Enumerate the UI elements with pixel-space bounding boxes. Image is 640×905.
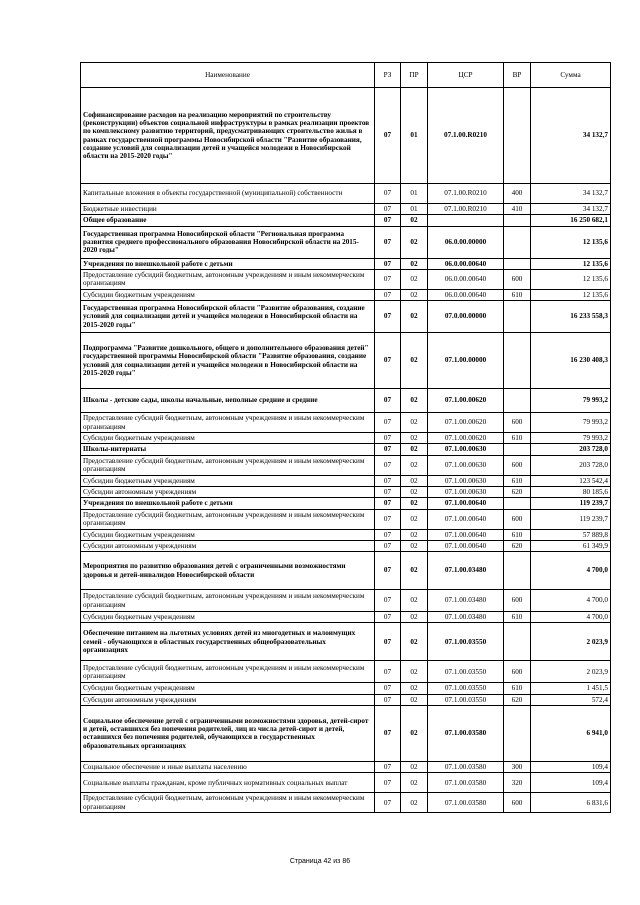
cell-csr: 06.0.00.00640 (428, 289, 504, 300)
table-row (81, 793, 611, 813)
table-row (81, 289, 611, 300)
cell-rz: 07 (375, 498, 401, 509)
cell-csr: 06.0.00.00000 (428, 226, 504, 258)
cell-name: Подпрограмма "Развитие дошкольного, общего и дополнительного образования детей" государственной программы Новосибирской области "Развитие образования, создание условий для социализации детей и учащейся молодежи в Новосибирской области на 2015-2020 годы" (81, 333, 375, 389)
cell-pr: 02 (401, 301, 428, 333)
cell-vr: 600 (504, 590, 531, 612)
table-row (81, 509, 611, 529)
cell-csr: 07.1.00.03580 (428, 761, 504, 772)
cell-csr: 07.1.00.00000 (428, 333, 504, 389)
cell-name: Субсидии бюджетным учреждениям (81, 529, 375, 540)
cell-vr: 600 (504, 661, 531, 683)
cell-vr (504, 301, 531, 333)
header-name: Наименование (81, 63, 375, 88)
cell-pr: 02 (401, 773, 428, 793)
cell-sum: 12 135,6 (531, 226, 611, 258)
cell-pr: 01 (401, 88, 428, 184)
cell-vr (504, 552, 531, 590)
cell-csr: 06.0.00.00640 (428, 258, 504, 269)
cell-rz: 07 (375, 529, 401, 540)
cell-rz: 07 (375, 215, 401, 226)
cell-name: Обеспечение питанием на льготных условиях детей из многодетных и малоимущих семей - обучающихся в областных государственных общеобразовательных организациях (81, 623, 375, 661)
cell-rz: 07 (375, 184, 401, 204)
cell-name: Социальные выплаты гражданам, кроме публичных нормативных социальных выплат (81, 773, 375, 793)
cell-vr (504, 444, 531, 455)
cell-csr: 07.1.00.00620 (428, 389, 504, 413)
table-row (81, 333, 611, 389)
cell-name: Предоставление субсидий бюджетным, автономным учреждениям и иным некоммерческим организациям (81, 793, 375, 813)
cell-rz: 07 (375, 444, 401, 455)
cell-name: Школы - детские сады, школы начальные, неполные средние и средние (81, 389, 375, 413)
cell-pr: 01 (401, 184, 428, 204)
cell-name: Предоставление субсидий бюджетным, автономным учреждениям и иным некоммерческим организациям (81, 509, 375, 529)
cell-pr: 02 (401, 475, 428, 486)
cell-vr (504, 705, 531, 761)
cell-sum: 16 250 682,1 (531, 215, 611, 226)
cell-rz: 07 (375, 552, 401, 590)
cell-sum: 16 233 558,3 (531, 301, 611, 333)
cell-csr: 07.1.00.00630 (428, 475, 504, 486)
cell-name: Предоставление субсидий бюджетным, автономным учреждениям и иным некоммерческим организациям (81, 269, 375, 289)
cell-rz: 07 (375, 509, 401, 529)
cell-sum: 80 185,6 (531, 486, 611, 497)
cell-csr: 07.1.00.R0210 (428, 88, 504, 184)
cell-vr: 620 (504, 486, 531, 497)
cell-name: Государственная программа Новосибирской области "Развитие образования, создание условий для социализации детей и учащейся молодежи в Новосибирской области на 2015-2020 годы" (81, 301, 375, 333)
cell-pr: 02 (401, 540, 428, 551)
cell-csr: 07.1.00.03580 (428, 773, 504, 793)
cell-pr: 02 (401, 289, 428, 300)
table-row (81, 204, 611, 215)
table-row (81, 761, 611, 772)
cell-csr: 07.1.00.03550 (428, 661, 504, 683)
cell-sum: 12 135,6 (531, 289, 611, 300)
cell-csr: 07.1.00.03550 (428, 683, 504, 694)
cell-name: Предоставление субсидий бюджетным, автономным учреждениям и иным некоммерческим организациям (81, 413, 375, 433)
header-sum: Сумма (531, 63, 611, 88)
cell-vr: 610 (504, 529, 531, 540)
cell-name: Предоставление субсидий бюджетным, автономным учреждениям и иным некоммерческим организациям (81, 661, 375, 683)
cell-csr: 07.1.00.03480 (428, 552, 504, 590)
cell-rz: 07 (375, 773, 401, 793)
cell-sum: 1 451,5 (531, 683, 611, 694)
cell-pr: 02 (401, 705, 428, 761)
cell-vr: 300 (504, 761, 531, 772)
cell-pr: 02 (401, 258, 428, 269)
cell-pr: 02 (401, 761, 428, 772)
cell-rz: 07 (375, 433, 401, 444)
cell-sum: 119 239,7 (531, 498, 611, 509)
table-row (81, 529, 611, 540)
cell-name: Предоставление субсидий бюджетным, автономным учреждениям и иным некоммерческим организациям (81, 590, 375, 612)
cell-csr: 07.0.00.00000 (428, 301, 504, 333)
cell-name: Субсидии бюджетным учреждениям (81, 289, 375, 300)
cell-vr (504, 623, 531, 661)
table-row (81, 694, 611, 705)
cell-rz: 07 (375, 612, 401, 623)
cell-csr: 07.1.00.00640 (428, 509, 504, 529)
table-row (81, 705, 611, 761)
cell-csr: 07.1.00.R0210 (428, 204, 504, 215)
cell-pr: 02 (401, 552, 428, 590)
cell-rz: 07 (375, 455, 401, 475)
cell-csr (428, 215, 504, 226)
cell-vr (504, 498, 531, 509)
cell-name: Социальное обеспечение детей с ограниченными возможностями здоровья, детей-сирот и детей, оставшихся без попечения родителей, лиц из числа детей-сирот и детей, оставшихся без попечения родителей, обучающихся в государственных образовательных организациях (81, 705, 375, 761)
cell-name: Мероприятия по развитию образования детей с ограниченными возможностями здоровья и детей-инвалидов Новосибирской области (81, 552, 375, 590)
cell-name: Учреждения по внешкольной работе с детьми (81, 498, 375, 509)
cell-csr: 07.1.00.00630 (428, 486, 504, 497)
cell-vr: 320 (504, 773, 531, 793)
cell-rz: 07 (375, 333, 401, 389)
cell-pr: 02 (401, 433, 428, 444)
cell-rz: 07 (375, 258, 401, 269)
table-row (81, 498, 611, 509)
cell-csr: 07.1.00.03580 (428, 705, 504, 761)
cell-csr: 07.1.00.00620 (428, 433, 504, 444)
cell-sum: 12 135,6 (531, 269, 611, 289)
cell-rz: 07 (375, 269, 401, 289)
table-row (81, 590, 611, 612)
cell-vr (504, 333, 531, 389)
cell-sum: 6 941,0 (531, 705, 611, 761)
cell-rz: 07 (375, 623, 401, 661)
cell-rz: 07 (375, 204, 401, 215)
cell-name: Софинансирование расходов на реализацию мероприятий по строительству (реконструкции) объектов социальной инфраструктуры в рамках реализации проектов по комплексному развитию территорий, предусматривающих строительство жилья в рамках государственной программы Новосибирской области "Развитие образования, создание условий для социализации детей и учащейся молодежи в Новосибирской области на 2015-2020 годы" (81, 88, 375, 184)
table-row (81, 444, 611, 455)
cell-sum: 123 542,4 (531, 475, 611, 486)
cell-pr: 02 (401, 226, 428, 258)
cell-vr: 600 (504, 793, 531, 813)
cell-sum: 12 135,6 (531, 258, 611, 269)
cell-sum: 109,4 (531, 773, 611, 793)
table-row (81, 661, 611, 683)
cell-csr: 07.1.00.03550 (428, 694, 504, 705)
cell-vr (504, 226, 531, 258)
table-row (81, 433, 611, 444)
cell-pr: 02 (401, 623, 428, 661)
table-row (81, 301, 611, 333)
cell-csr: 07.1.00.00640 (428, 540, 504, 551)
cell-rz: 07 (375, 389, 401, 413)
header-csr: ЦСР (428, 63, 504, 88)
cell-rz: 07 (375, 540, 401, 551)
table-row (81, 455, 611, 475)
cell-name: Субсидии автономным учреждениям (81, 486, 375, 497)
cell-name: Субсидии бюджетным учреждениям (81, 683, 375, 694)
header-vr: ВР (504, 63, 531, 88)
table-row (81, 413, 611, 433)
cell-vr: 600 (504, 509, 531, 529)
cell-rz: 07 (375, 590, 401, 612)
cell-pr: 02 (401, 694, 428, 705)
cell-pr: 02 (401, 413, 428, 433)
cell-sum: 109,4 (531, 761, 611, 772)
cell-rz: 07 (375, 301, 401, 333)
cell-vr (504, 88, 531, 184)
cell-pr: 02 (401, 389, 428, 413)
cell-name: Социальное обеспечение и иные выплаты населению (81, 761, 375, 772)
cell-sum: 34 132,7 (531, 204, 611, 215)
cell-vr: 620 (504, 694, 531, 705)
cell-pr: 02 (401, 215, 428, 226)
cell-name: Школы-интернаты (81, 444, 375, 455)
cell-vr: 600 (504, 455, 531, 475)
cell-pr: 02 (401, 333, 428, 389)
cell-vr: 610 (504, 683, 531, 694)
table-row (81, 683, 611, 694)
table-row (81, 258, 611, 269)
page-footer: Страница 42 из 86 (289, 858, 351, 865)
cell-rz: 07 (375, 694, 401, 705)
cell-csr: 07.1.00.00620 (428, 413, 504, 433)
cell-csr: 07.1.00.R0210 (428, 184, 504, 204)
header-pr: ПР (401, 63, 428, 88)
cell-sum: 4 700,0 (531, 590, 611, 612)
cell-pr: 02 (401, 612, 428, 623)
cell-sum: 4 700,0 (531, 552, 611, 590)
cell-sum: 203 728,0 (531, 455, 611, 475)
cell-csr: 07.1.00.00640 (428, 498, 504, 509)
cell-vr: 410 (504, 204, 531, 215)
cell-rz: 07 (375, 475, 401, 486)
cell-vr: 610 (504, 475, 531, 486)
table-row (81, 269, 611, 289)
cell-vr: 610 (504, 289, 531, 300)
cell-name: Субсидии бюджетным учреждениям (81, 433, 375, 444)
cell-rz: 07 (375, 226, 401, 258)
cell-name: Субсидии автономным учреждениям (81, 694, 375, 705)
cell-csr: 07.1.00.00630 (428, 444, 504, 455)
cell-rz: 07 (375, 413, 401, 433)
cell-csr: 07.1.00.03480 (428, 612, 504, 623)
cell-sum: 79 993,2 (531, 389, 611, 413)
cell-vr (504, 389, 531, 413)
cell-vr: 600 (504, 269, 531, 289)
cell-rz: 07 (375, 88, 401, 184)
cell-csr: 06.0.00.00640 (428, 269, 504, 289)
cell-sum: 57 889,8 (531, 529, 611, 540)
cell-sum: 4 700,0 (531, 612, 611, 623)
cell-name: Государственная программа Новосибирской области "Региональная программа развития среднего профессионального образования Новосибирской области на 2015-2020 годы" (81, 226, 375, 258)
cell-csr: 07.1.00.00640 (428, 529, 504, 540)
table-header-row (81, 63, 611, 88)
cell-name: Субсидии бюджетным учреждениям (81, 475, 375, 486)
cell-csr: 07.1.00.03580 (428, 793, 504, 813)
cell-name: Субсидии бюджетным учреждениям (81, 612, 375, 623)
cell-vr: 610 (504, 612, 531, 623)
table-row (81, 184, 611, 204)
table-row (81, 226, 611, 258)
table-row (81, 88, 611, 184)
cell-sum: 34 132,7 (531, 184, 611, 204)
cell-name: Капитальные вложения в объекты государственной (муниципальной) собственности (81, 184, 375, 204)
budget-table (80, 62, 611, 813)
table-row (81, 389, 611, 413)
cell-csr: 07.1.00.00630 (428, 455, 504, 475)
cell-pr: 02 (401, 529, 428, 540)
header-rz: РЗ (375, 63, 401, 88)
cell-rz: 07 (375, 661, 401, 683)
cell-sum: 79 993,2 (531, 413, 611, 433)
cell-rz: 07 (375, 289, 401, 300)
cell-name: Бюджетные инвестиции (81, 204, 375, 215)
cell-sum: 2 023,9 (531, 661, 611, 683)
cell-pr: 02 (401, 269, 428, 289)
cell-sum: 16 230 408,3 (531, 333, 611, 389)
cell-sum: 203 728,0 (531, 444, 611, 455)
cell-vr (504, 258, 531, 269)
cell-pr: 02 (401, 793, 428, 813)
cell-sum: 119 239,7 (531, 509, 611, 529)
cell-sum: 61 349,9 (531, 540, 611, 551)
cell-rz: 07 (375, 793, 401, 813)
table-row (81, 486, 611, 497)
cell-name: Учреждения по внешкольной работе с детьми (81, 258, 375, 269)
cell-sum: 572,4 (531, 694, 611, 705)
table-row (81, 612, 611, 623)
cell-vr: 610 (504, 433, 531, 444)
cell-pr: 02 (401, 498, 428, 509)
cell-name: Общее образование (81, 215, 375, 226)
cell-pr: 02 (401, 683, 428, 694)
table-row (81, 773, 611, 793)
cell-pr: 02 (401, 455, 428, 475)
table-row (81, 475, 611, 486)
cell-csr: 07.1.00.03550 (428, 623, 504, 661)
cell-pr: 02 (401, 444, 428, 455)
table-row (81, 540, 611, 551)
cell-rz: 07 (375, 705, 401, 761)
cell-sum: 6 831,6 (531, 793, 611, 813)
cell-sum: 2 023,9 (531, 623, 611, 661)
table-row (81, 623, 611, 661)
cell-sum: 34 132,7 (531, 88, 611, 184)
cell-pr: 01 (401, 204, 428, 215)
cell-csr: 07.1.00.03480 (428, 590, 504, 612)
table-row (81, 215, 611, 226)
cell-pr: 02 (401, 509, 428, 529)
cell-name: Предоставление субсидий бюджетным, автономным учреждениям и иным некоммерческим организациям (81, 455, 375, 475)
cell-vr: 600 (504, 413, 531, 433)
cell-rz: 07 (375, 683, 401, 694)
cell-rz: 07 (375, 761, 401, 772)
cell-pr: 02 (401, 590, 428, 612)
table-row (81, 552, 611, 590)
cell-pr: 02 (401, 661, 428, 683)
cell-rz: 07 (375, 486, 401, 497)
cell-vr: 620 (504, 540, 531, 551)
cell-vr (504, 215, 531, 226)
cell-name: Субсидии автономным учреждениям (81, 540, 375, 551)
cell-pr: 02 (401, 486, 428, 497)
cell-sum: 79 993,2 (531, 433, 611, 444)
cell-vr: 400 (504, 184, 531, 204)
